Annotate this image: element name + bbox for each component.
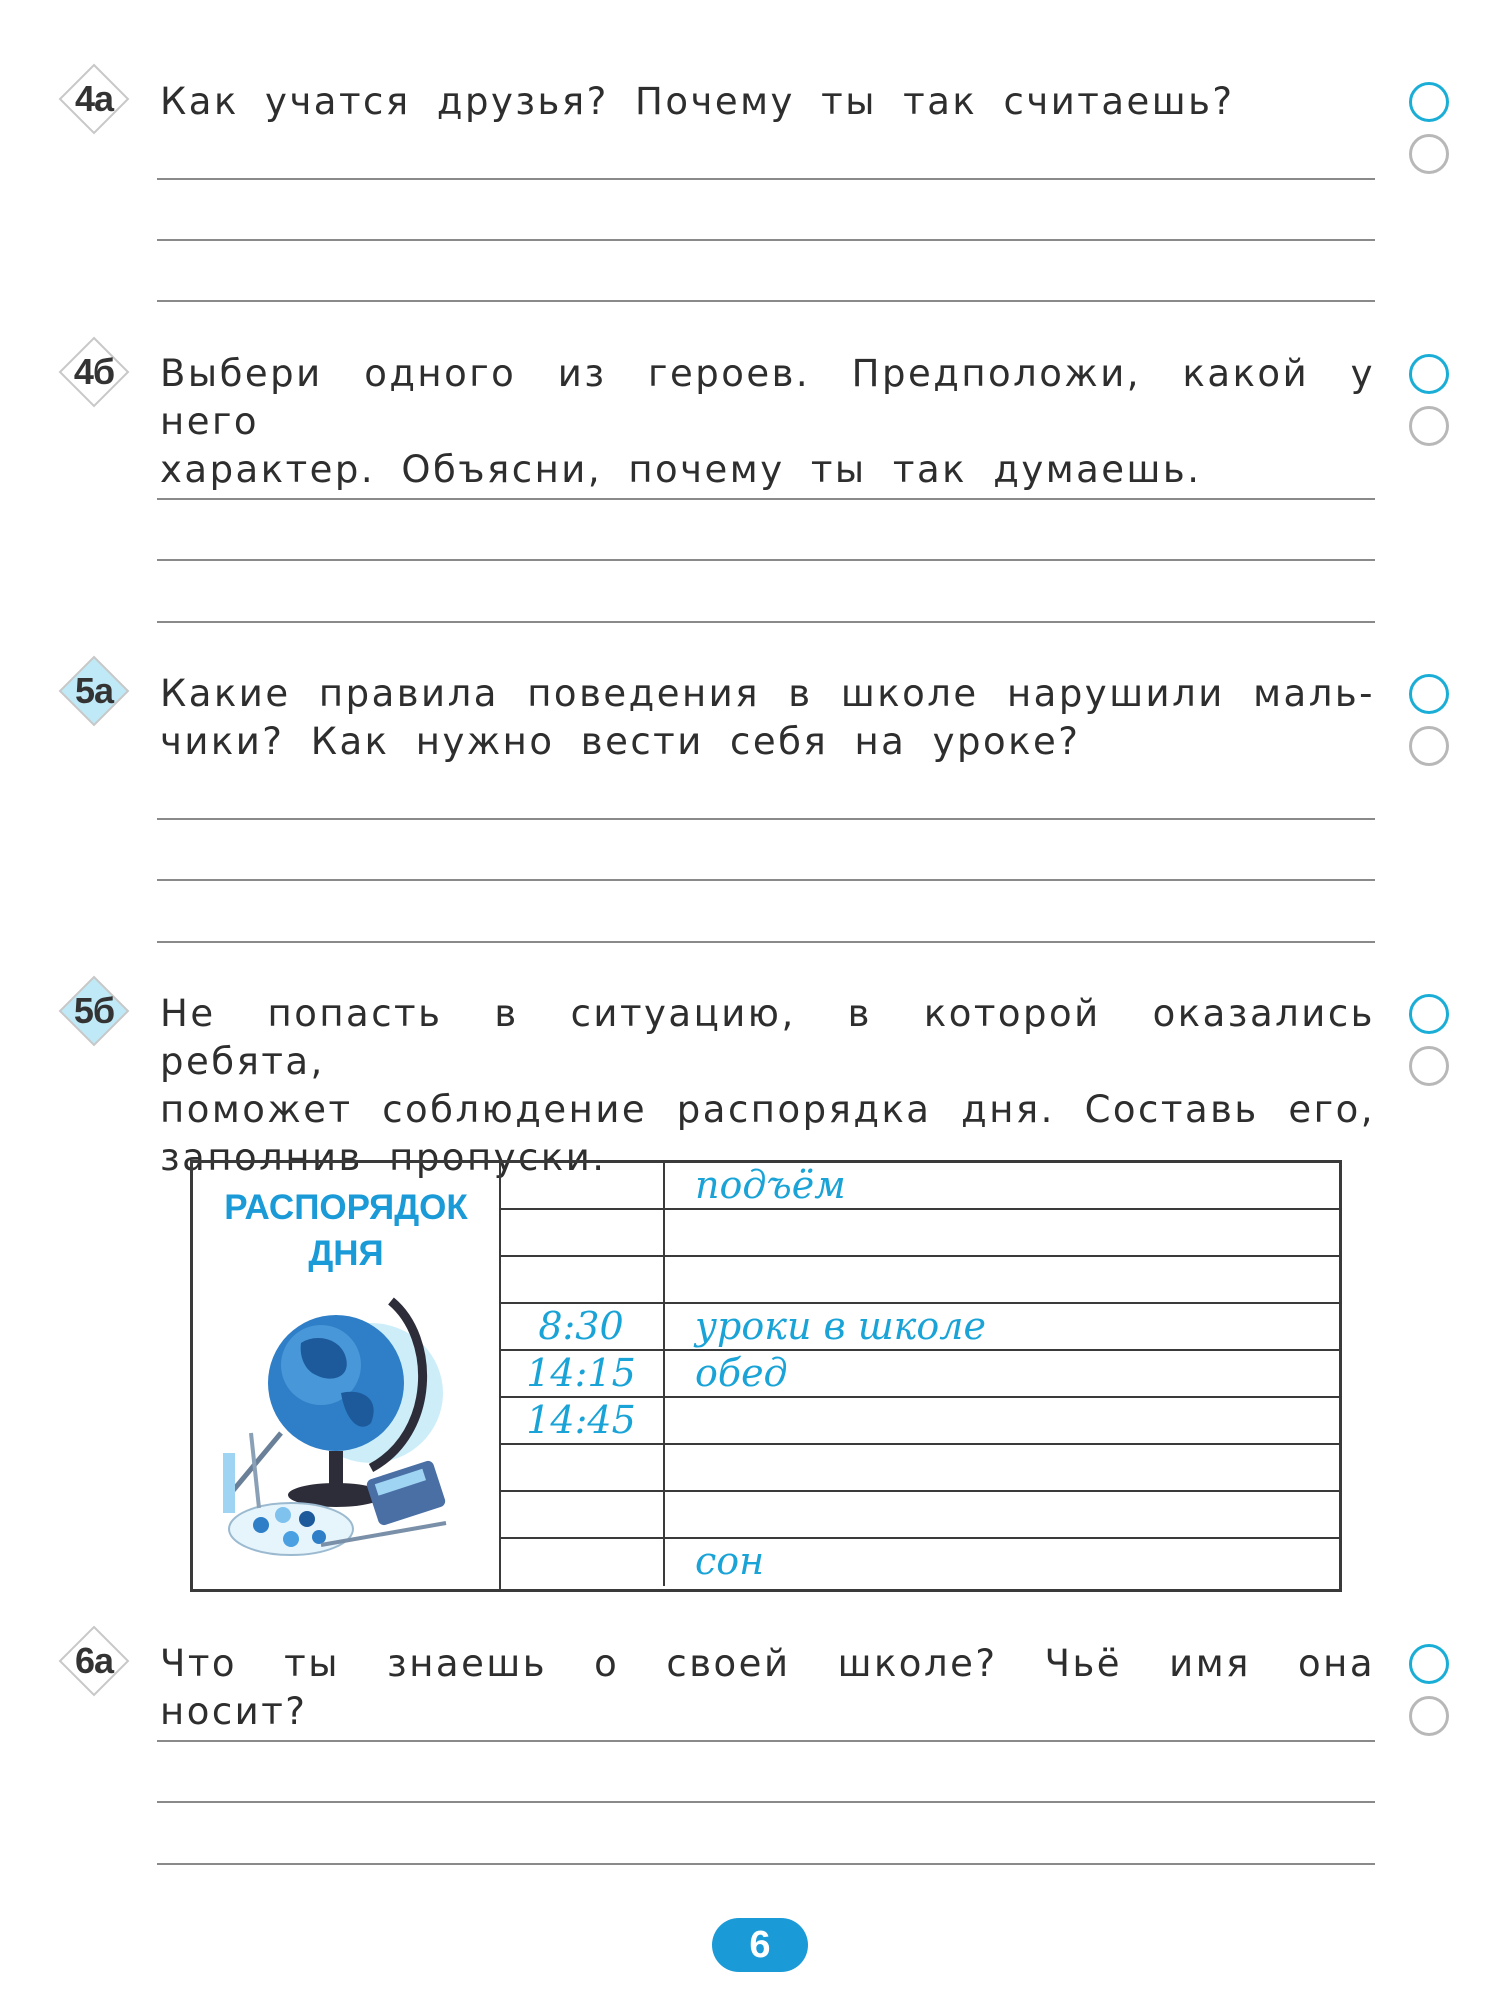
answer-line[interactable] xyxy=(157,621,1375,623)
daily-schedule-table xyxy=(190,1160,1342,1592)
schedule-activity-cell[interactable] xyxy=(665,1398,1339,1445)
question-line: Не попасть в ситуацию, в которой оказались ребята, xyxy=(160,992,1375,1083)
schedule-time-cell[interactable] xyxy=(499,1445,665,1492)
globe-illustration-icon xyxy=(221,1283,471,1573)
schedule-row xyxy=(499,1304,1339,1351)
question-line: Как учатся друзья? Почему ты так считаешь? xyxy=(160,80,1235,123)
schedule-activity-cell[interactable] xyxy=(665,1492,1339,1539)
schedule-row xyxy=(499,1257,1339,1304)
schedule-row xyxy=(499,1351,1339,1398)
schedule-activity-cell[interactable] xyxy=(665,1445,1339,1492)
answer-line[interactable] xyxy=(157,239,1375,241)
schedule-row xyxy=(499,1398,1339,1445)
question-line: заполнив пропуски. xyxy=(160,1136,607,1179)
question-line: Что ты знаешь о своей школе? Чьё имя она носит? xyxy=(160,1642,1375,1733)
assessment-circle-gray[interactable] xyxy=(1409,726,1449,766)
answer-line[interactable] xyxy=(157,178,1375,180)
task-number-badge xyxy=(58,975,130,1047)
schedule-activity-cell[interactable]: подъём xyxy=(665,1163,1339,1210)
schedule-time-cell[interactable] xyxy=(499,1210,665,1257)
schedule-time-cell[interactable] xyxy=(499,1257,665,1304)
schedule-time-cell[interactable]: 8:30 xyxy=(499,1304,665,1351)
schedule-time-cell[interactable] xyxy=(499,1163,665,1210)
schedule-activity-cell[interactable] xyxy=(665,1257,1339,1304)
assessment-circle-blue[interactable] xyxy=(1409,354,1449,394)
task-number: 4б xyxy=(73,351,115,392)
question-line: Какие правила поведения в школе нарушили маль- xyxy=(160,672,1375,715)
schedule-activity-cell[interactable] xyxy=(665,1210,1339,1257)
assessment-circle-blue[interactable] xyxy=(1409,1644,1449,1684)
schedule-row xyxy=(499,1445,1339,1492)
task-question xyxy=(160,78,1375,126)
schedule-time-cell[interactable] xyxy=(499,1539,665,1586)
task-question xyxy=(160,670,1375,766)
task-question xyxy=(160,1640,1375,1736)
assessment-circle-gray[interactable] xyxy=(1409,1696,1449,1736)
schedule-title-line: РАСПОРЯДОК xyxy=(224,1188,468,1227)
task-number: 5а xyxy=(74,670,114,711)
schedule-time-cell[interactable]: 14:45 xyxy=(499,1398,665,1445)
schedule-title-line: ДНЯ xyxy=(308,1234,384,1273)
task-number: 6а xyxy=(74,1640,114,1681)
schedule-time-cell[interactable]: 14:15 xyxy=(499,1351,665,1398)
task-question xyxy=(160,990,1375,1182)
answer-line[interactable] xyxy=(157,300,1375,302)
assessment-circle-blue[interactable] xyxy=(1409,994,1449,1034)
assessment-circle-gray[interactable] xyxy=(1409,406,1449,446)
answer-line[interactable] xyxy=(157,818,1375,820)
answer-line[interactable] xyxy=(157,1740,1375,1742)
task-number: 5б xyxy=(73,990,115,1031)
page-number-badge: 6 xyxy=(712,1918,808,1972)
schedule-time-cell[interactable] xyxy=(499,1492,665,1539)
schedule-activity-cell[interactable]: обед xyxy=(665,1351,1339,1398)
question-line: Выбери одного из героев. Предположи, какой у него xyxy=(160,352,1375,443)
answer-line[interactable] xyxy=(157,559,1375,561)
schedule-title xyxy=(193,1185,499,1277)
assessment-circle-gray[interactable] xyxy=(1409,1046,1449,1086)
question-line: характер. Объясни, почему ты так думаешь. xyxy=(160,448,1202,491)
schedule-row xyxy=(499,1163,1339,1210)
schedule-activity-cell[interactable]: сон xyxy=(695,1539,765,1583)
task-number-badge xyxy=(58,336,130,408)
task-number: 4а xyxy=(74,78,114,119)
assessment-circle-blue[interactable] xyxy=(1409,82,1449,122)
answer-line[interactable] xyxy=(157,941,1375,943)
schedule-illustration-panel xyxy=(193,1163,501,1589)
task-number-badge xyxy=(58,655,130,727)
question-line: чики? Как нужно вести себя на уроке? xyxy=(160,720,1081,763)
schedule-row xyxy=(499,1492,1339,1539)
schedule-activity-cell[interactable]: уроки в школе xyxy=(665,1304,1339,1351)
assessment-circle-blue[interactable] xyxy=(1409,674,1449,714)
question-line: поможет соблюдение распорядка дня. Составь его, xyxy=(160,1088,1375,1131)
schedule-row xyxy=(499,1210,1339,1257)
answer-line[interactable] xyxy=(157,1863,1375,1865)
task-number-badge xyxy=(58,1625,130,1697)
answer-line[interactable] xyxy=(157,498,1375,500)
schedule-row xyxy=(499,1539,1339,1586)
assessment-circle-gray[interactable] xyxy=(1409,134,1449,174)
task-question xyxy=(160,350,1375,494)
answer-line[interactable] xyxy=(157,1801,1375,1803)
task-number-badge xyxy=(58,63,130,135)
answer-line[interactable] xyxy=(157,879,1375,881)
